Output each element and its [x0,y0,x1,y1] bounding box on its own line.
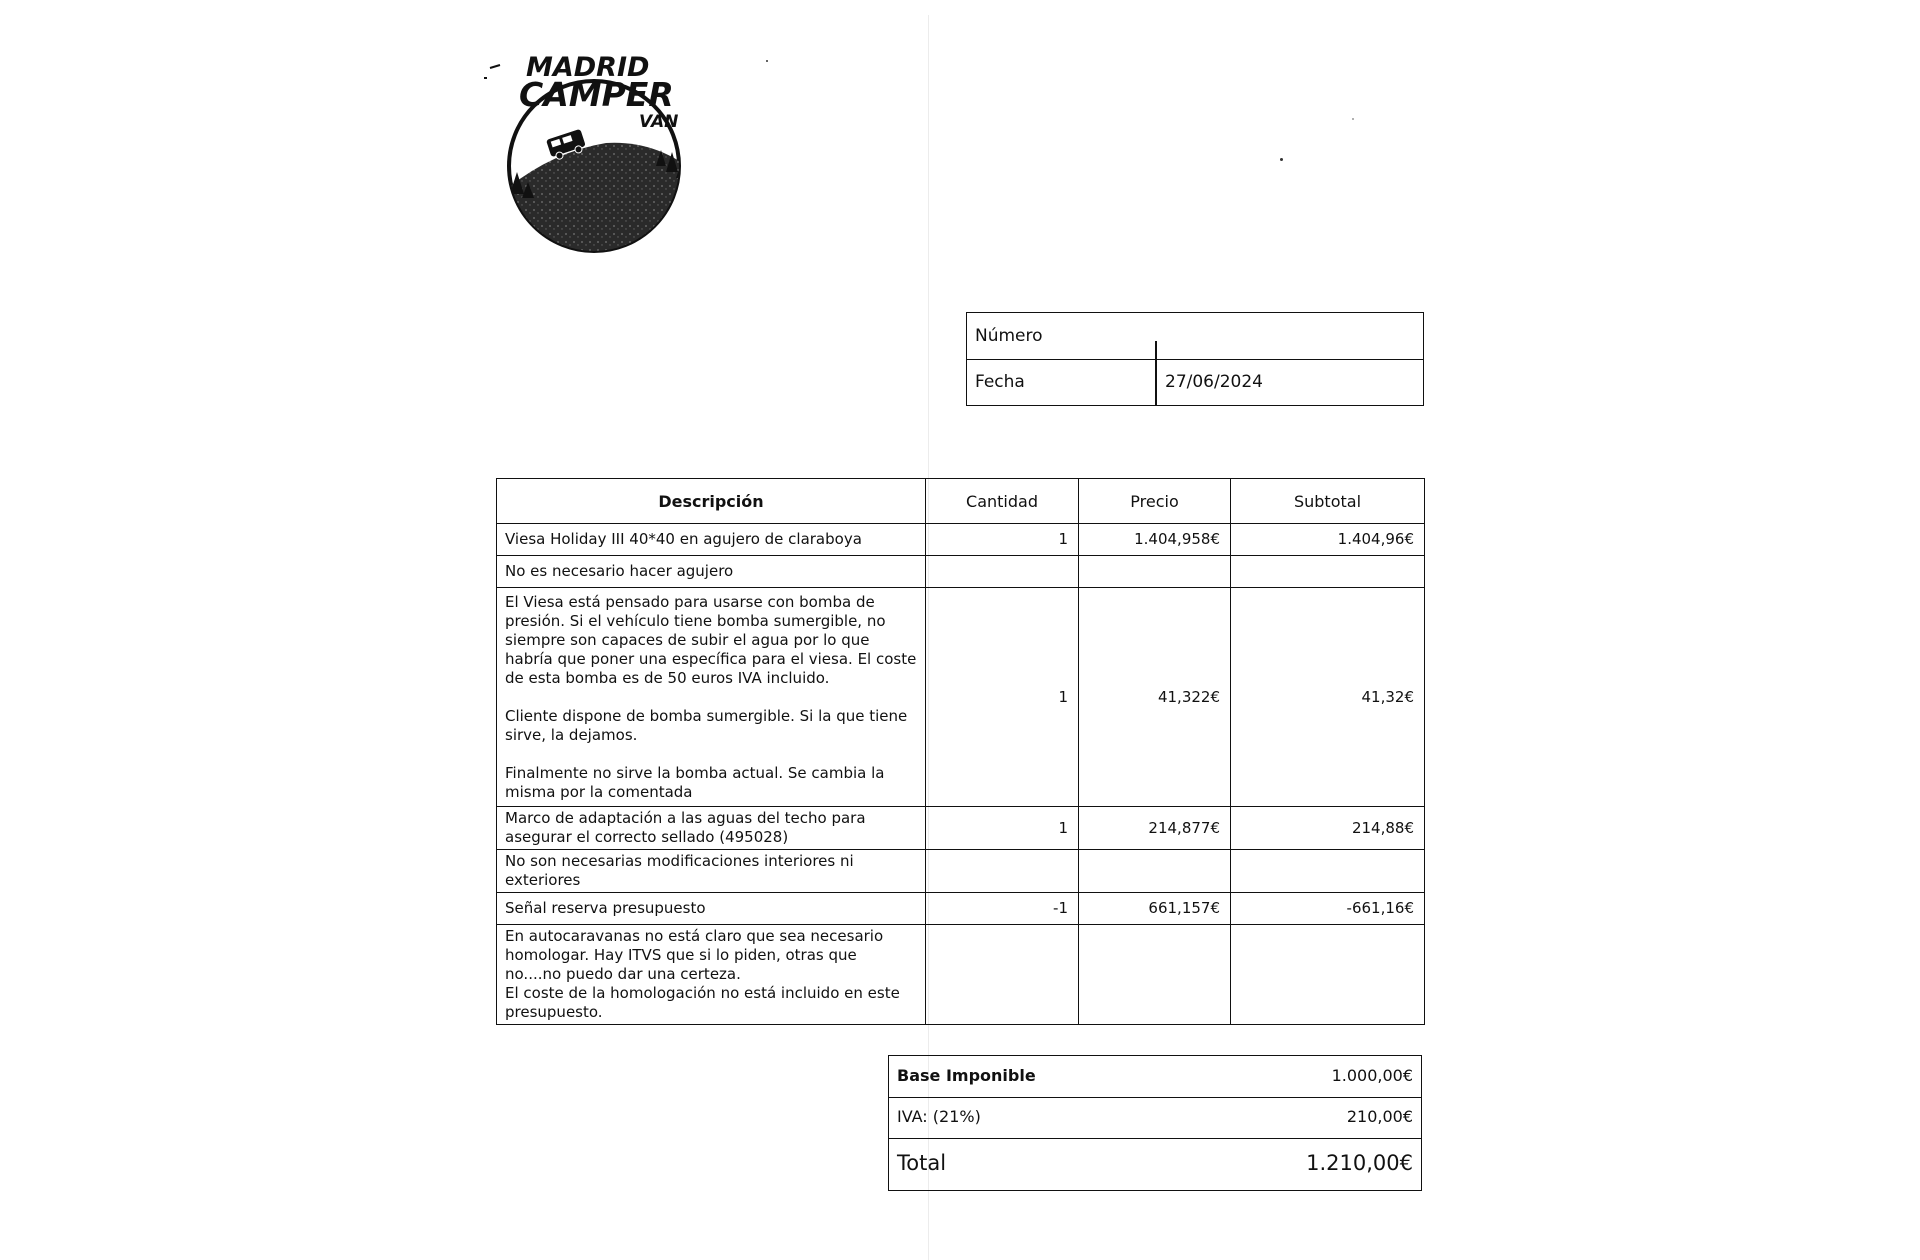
totals-box [888,1055,1422,1191]
row-description: El Viesa está pensado para usarse con bomba de presión. Si el vehículo tiene bomba sumergible, no siempre son capaces de subir el agua por lo que habría que poner una específica para el viesa. El coste de esta bomba es de 50 euros IVA incluido. Cliente dispone de bomba sumergible. Si la que tiene sirve, la dejamos. Finalmente no sirve la bomba actual. Se cambia la misma por la comentada [497,588,926,807]
scan-speck [766,60,768,62]
line-items-table [496,478,1425,1025]
table-row [497,925,1425,1025]
row-price [1079,556,1231,588]
row-quantity: 1 [926,524,1079,556]
row-quantity: 1 [926,807,1079,850]
row-price: 661,157€ [1079,893,1231,925]
table-row [497,893,1425,925]
row-subtotal [1231,850,1425,893]
madrid-camper-van-logo [476,48,716,263]
table-row [497,588,1425,807]
column-header-descripcion: Descripción [497,479,926,524]
iva-row [889,1097,1421,1139]
base-imponible-label: Base Imponible [897,1066,1036,1085]
row-subtotal [1231,925,1425,1025]
table-row [497,850,1425,893]
svg-text:MADRID: MADRID [526,52,650,83]
header-divider [1155,341,1157,405]
row-subtotal [1231,556,1425,588]
numero-row [967,313,1423,360]
base-imponible-row [889,1056,1421,1098]
table-row [497,807,1425,850]
svg-text:VAN: VAN [639,112,679,132]
fecha-row [967,359,1423,405]
row-price: 214,877€ [1079,807,1231,850]
row-price: 1.404,958€ [1079,524,1231,556]
row-description: Señal reserva presupuesto [497,893,926,925]
total-row [889,1138,1421,1190]
row-description: Viesa Holiday III 40*40 en agujero de claraboya [497,524,926,556]
row-description: Marco de adaptación a las aguas del techo para asegurar el correcto sellado (495028) [497,807,926,850]
table-row [497,556,1425,588]
row-quantity: -1 [926,893,1079,925]
column-header-cantidad: Cantidad [926,479,1079,524]
fecha-value: 27/06/2024 [1165,372,1263,392]
column-header-subtotal: Subtotal [1231,479,1425,524]
total-label: Total [897,1151,947,1175]
row-price [1079,925,1231,1025]
table-header-row [497,479,1425,524]
row-price [1079,850,1231,893]
row-subtotal: -661,16€ [1231,893,1425,925]
document-header-box [966,312,1424,406]
total-value: 1.210,00€ [1306,1151,1413,1175]
scan-speck [1352,118,1354,120]
svg-text:CAMPER: CAMPER [519,75,674,114]
row-description: No es necesario hacer agujero [497,556,926,588]
row-price: 41,322€ [1079,588,1231,807]
row-subtotal: 1.404,96€ [1231,524,1425,556]
row-description: No son necesarias modificaciones interiores ni exteriores [497,850,926,893]
base-imponible-value: 1.000,00€ [1331,1066,1413,1085]
row-subtotal: 41,32€ [1231,588,1425,807]
fecha-label: Fecha [975,372,1025,392]
iva-label: IVA: (21%) [897,1107,981,1126]
row-quantity [926,925,1079,1025]
table-row [497,524,1425,556]
row-quantity [926,556,1079,588]
row-quantity: 1 [926,588,1079,807]
column-header-precio: Precio [1079,479,1231,524]
row-subtotal: 214,88€ [1231,807,1425,850]
numero-label: Número [975,326,1043,346]
scan-speck [1280,158,1283,161]
row-description: En autocaravanas no está claro que sea necesario homologar. Hay ITVS que si lo piden, otras que no....no puedo dar una certeza. El coste de la homologación no está incluido en este presupuesto. [497,925,926,1025]
row-quantity [926,850,1079,893]
iva-value: 210,00€ [1346,1107,1413,1126]
